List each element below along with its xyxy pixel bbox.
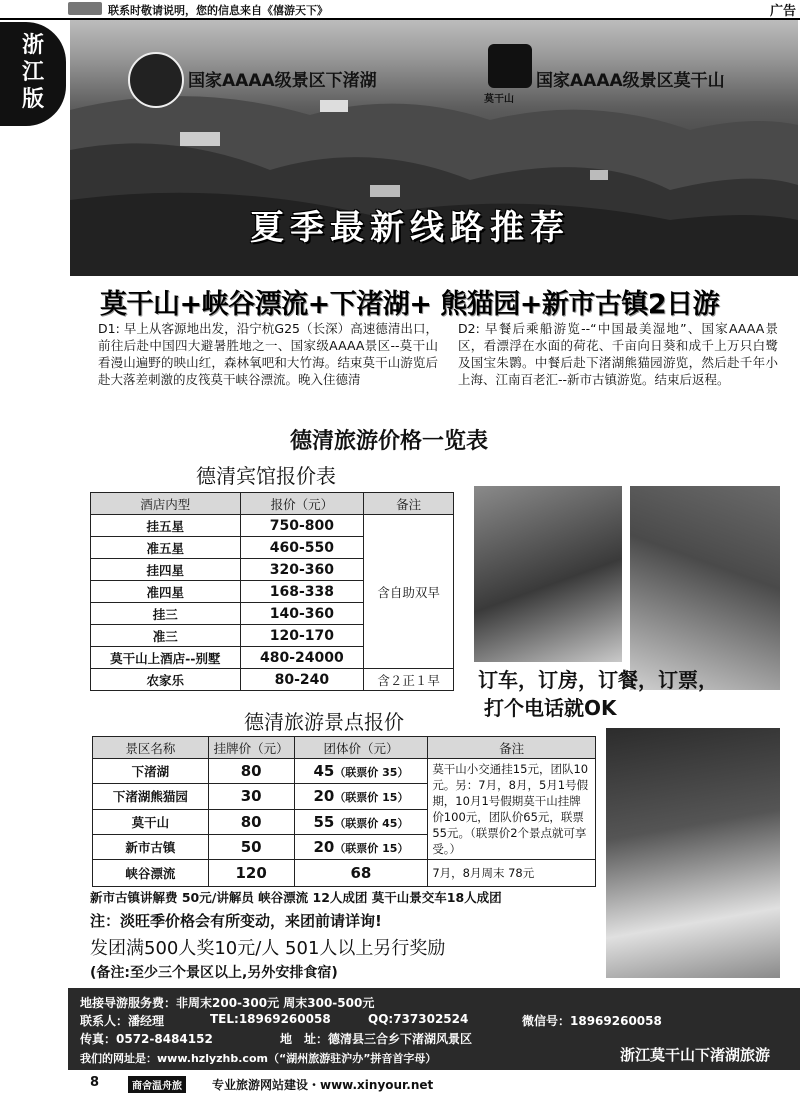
hotel-type: 准四星 bbox=[91, 581, 241, 603]
group-price bbox=[294, 860, 428, 887]
hotel-price: 140-360 bbox=[240, 603, 364, 625]
moganshan-logo bbox=[488, 44, 532, 88]
price-overview-title: 德清旅游价格一览表 bbox=[290, 428, 489, 454]
scenic-price-table bbox=[92, 736, 596, 887]
section-label: 广告 bbox=[769, 4, 796, 19]
bottom-bar bbox=[0, 1074, 800, 1093]
moganshan-logo-text: 莫干山 bbox=[484, 94, 514, 105]
table-header bbox=[93, 737, 596, 759]
hotel-price-table bbox=[90, 492, 454, 691]
table-row bbox=[93, 759, 596, 784]
hotel-price: 80-240 bbox=[240, 669, 364, 691]
header-cell: 备注 bbox=[428, 737, 596, 759]
contact-wechat: 微信号：18969260058 bbox=[522, 1014, 662, 1028]
combo-price: （联票价 15） bbox=[334, 841, 409, 855]
group-price-value: 68 bbox=[350, 864, 372, 882]
guide-fee: 地接导游服务费：非周末200-300元 周末300-500元 bbox=[80, 996, 375, 1010]
group-price bbox=[294, 784, 428, 809]
group-price-value: 20 bbox=[313, 787, 335, 806]
contact-person: 联系人：潘经理 bbox=[80, 1014, 165, 1028]
list-price: 80 bbox=[208, 759, 294, 784]
group-price-value: 55 bbox=[313, 812, 335, 831]
contact-address: 地 址：德清县三合乡下渚湖风景区 bbox=[280, 1032, 473, 1046]
combo-price: （联票价 35） bbox=[334, 766, 409, 780]
hotel-type: 准五星 bbox=[91, 537, 241, 559]
header-cell: 团体价（元） bbox=[294, 737, 428, 759]
day-label: D1: bbox=[98, 321, 120, 336]
route-title: 莫干山+峡谷漂流+下渚湖+ 熊猫园+新市古镇2日游 bbox=[100, 289, 720, 320]
scenic-name: 莫干山 bbox=[93, 809, 209, 834]
rafting-photo-1 bbox=[474, 486, 622, 662]
table-row bbox=[91, 669, 454, 691]
scenic-name: 下渚湖 bbox=[93, 759, 209, 784]
page-number: 8 bbox=[90, 1075, 100, 1090]
header-cell: 备注 bbox=[364, 493, 454, 515]
booking-slogan: 订车，订房，订餐，订票， bbox=[478, 668, 718, 692]
list-price: 120 bbox=[208, 860, 294, 887]
xiazhu-lake-emblem bbox=[128, 52, 184, 108]
contact-box bbox=[68, 988, 800, 1070]
edition-char: 江 bbox=[21, 60, 44, 85]
combo-price: （联票价 45） bbox=[334, 816, 409, 830]
hotel-note: 含自助双早 bbox=[364, 515, 454, 669]
header-cell: 景区名称 bbox=[93, 737, 209, 759]
itinerary-day2 bbox=[458, 320, 778, 388]
itinerary-day1 bbox=[98, 320, 438, 388]
table-row bbox=[91, 515, 454, 537]
hotel-note: 含２正１早 bbox=[364, 669, 454, 691]
table-row bbox=[93, 860, 596, 887]
remark-line: (备注:至少三个景区以上,另外安排食宿) bbox=[90, 965, 338, 981]
agency-name: 浙江莫干山下渚湖旅游 bbox=[619, 1046, 770, 1064]
brand-tag: 商舍温舟旅 bbox=[128, 1076, 186, 1093]
day-label: D2: bbox=[458, 321, 480, 336]
list-price: 50 bbox=[208, 834, 294, 859]
edition-tab bbox=[0, 22, 66, 126]
hotel-price: 120-170 bbox=[240, 625, 364, 647]
list-price: 80 bbox=[208, 809, 294, 834]
reward-line: 发团满500人奖10元/人 501人以上另行奖励 bbox=[90, 938, 446, 959]
group-price bbox=[294, 834, 428, 859]
contact-qq: QQ:737302524 bbox=[368, 1012, 469, 1026]
group-price bbox=[294, 809, 428, 834]
header-cell: 报价（元） bbox=[240, 493, 364, 515]
top-strip bbox=[0, 0, 800, 20]
hotel-table-title: 德清宾馆报价表 bbox=[196, 464, 336, 488]
day-text: 早餐后乘船游览--“中国最美湿地”、国家AAAA景区，看漂浮在水面的荷花、千亩向日葵和成千上万只白鹭及国宝朱鹮。中餐后赴下渚湖熊猫园游览，然后赴千年小上海、江南百老汇--新市古镇游览。结束后返程。 bbox=[458, 321, 778, 387]
hotel-price: 320-360 bbox=[240, 559, 364, 581]
banner-title: 夏季最新线路推荐 bbox=[250, 208, 570, 248]
scenic-name: 新市古镇 bbox=[93, 834, 209, 859]
table-header bbox=[91, 493, 454, 515]
right-scenic-label: 国家AAAA级景区莫干山 bbox=[536, 71, 725, 91]
scenic-note-summer: 7月，8月周末 78元 bbox=[428, 860, 596, 887]
scenic-table-title: 德清旅游景点报价 bbox=[244, 710, 404, 734]
day-text: 早上从客源地出发，沿宁杭G25（长深）高速德清出口，前往后赴中国四大避暑胜地之一、国家级AAAA景区--莫干山看漫山遍野的映山红，森林氧吧和大竹海。结束莫干山游览后赴大落差刺激的皮筏莫干峡谷漂流。晚入住德清 bbox=[98, 321, 438, 387]
hotel-price: 460-550 bbox=[240, 537, 364, 559]
hotel-type: 挂四星 bbox=[91, 559, 241, 581]
hotel-type: 农家乐 bbox=[91, 669, 241, 691]
header-cell: 挂牌价（元） bbox=[208, 737, 294, 759]
rafting-photo-3 bbox=[606, 728, 780, 978]
scenic-name: 下渚湖熊猫园 bbox=[93, 784, 209, 809]
edition-char: 版 bbox=[21, 87, 44, 112]
source-notice: 联系时敬请说明，您的信息来自《僖游天下》 bbox=[108, 4, 328, 17]
combo-price: （联票价 15） bbox=[334, 791, 409, 805]
contact-tel: TEL:18969260058 bbox=[210, 1012, 331, 1026]
rafting-photo-2 bbox=[630, 486, 780, 690]
publisher-logo bbox=[68, 2, 102, 15]
edition-char: 浙 bbox=[21, 33, 44, 58]
hotel-price: 168-338 bbox=[240, 581, 364, 603]
scenic-name: 峡谷漂流 bbox=[93, 860, 209, 887]
website-ad: 专业旅游网站建设・www.xinyour.net bbox=[212, 1078, 434, 1092]
group-price bbox=[294, 759, 428, 784]
contact-fax: 传真：0572-8484152 bbox=[80, 1032, 213, 1046]
left-scenic-label: 国家AAAA级景区下渚湖 bbox=[188, 71, 377, 91]
group-price-value: 20 bbox=[313, 837, 335, 856]
hotel-price: 480-24000 bbox=[240, 647, 364, 669]
scenic-note: 莫干山小交通挂15元，团队10元。另：7月，8月，5月1号假期，10月1号假期莫干山挂牌价100元，团队价65元，联票55元。（联票价2个景点就可享受。） bbox=[428, 759, 596, 860]
header-cell: 酒店内型 bbox=[91, 493, 241, 515]
list-price: 30 bbox=[208, 784, 294, 809]
group-price-value: 45 bbox=[313, 762, 335, 781]
hotel-price: 750-800 bbox=[240, 515, 364, 537]
website: 我们的网址是：www.hzlyzhb.com（“湖州旅游驻沪办”拼音首字母） bbox=[80, 1052, 437, 1065]
hotel-type: 挂三 bbox=[91, 603, 241, 625]
hotel-type: 准三 bbox=[91, 625, 241, 647]
hotel-type: 莫干山上酒店--别墅 bbox=[91, 647, 241, 669]
hotel-type: 挂五星 bbox=[91, 515, 241, 537]
extra-fees-line: 新市古镇讲解费 50元/讲解员 峡谷漂流 12人成团 莫干山景交车18人成团 bbox=[90, 890, 502, 905]
call-slogan: 打个电话就OK bbox=[484, 696, 617, 720]
season-notice: 注：淡旺季价格会有所变动，来团前请详询! bbox=[90, 912, 382, 930]
